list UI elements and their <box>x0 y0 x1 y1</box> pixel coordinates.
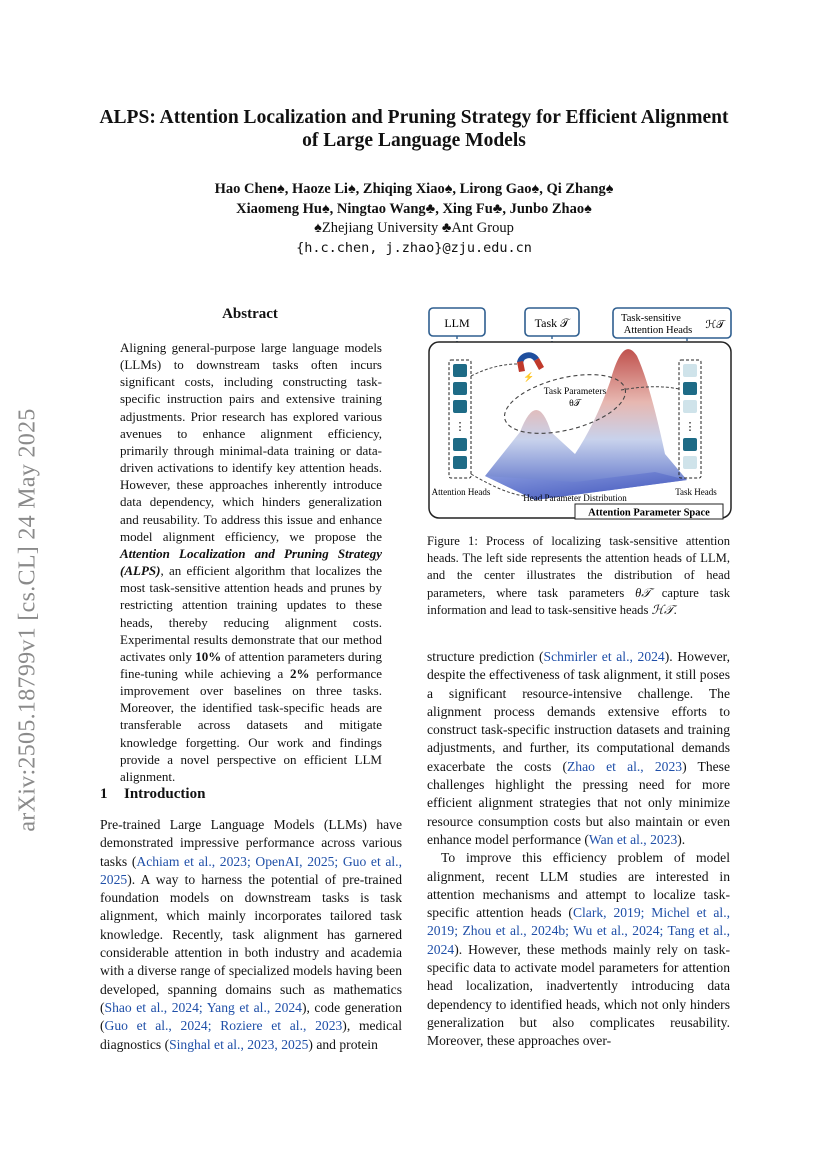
task-sensitive-label-1: Task-sensitive <box>621 313 681 324</box>
author-line-1: Hao Chen♠, Haoze Li♠, Zhiqing Xiao♠, Lirong Gao♠, Qi Zhang♠ <box>214 181 614 197</box>
affiliations: ♠Zhejiang University ♣Ant Group <box>314 220 514 236</box>
head-distribution-label: Head Parameter Distribution <box>523 493 627 503</box>
citation-link[interactable]: Zhao et al., 2023 <box>566 758 683 774</box>
title-line-1: ALPS: Attention Localization and Pruning Strategy for Efficient Alignment <box>99 107 729 128</box>
attention-parameter-space-label: Attention Parameter Space <box>588 507 710 519</box>
section-heading-introduction: 1 Introduction <box>100 786 206 802</box>
paper-title <box>60 106 768 152</box>
task-sensitive-label-2: Attention Heads <box>623 325 693 336</box>
arxiv-sidebar <box>8 360 48 880</box>
figure-1-diagram <box>425 304 735 522</box>
citation-link[interactable]: Singhal et al., 2023, 2025 <box>169 1036 309 1052</box>
arxiv-identifier: arXiv:2505.18799v1 [cs.CL] 24 May 2025 <box>14 408 41 832</box>
abstract-heading: Abstract <box>222 306 278 322</box>
figure-1-caption: Figure 1: Process of localizing task-sensitive attention heads. The left side represents the attention heads of LLM, and the center illustrates the distribution of head parameters, where task parameters θ𝒯 capture task information and lead to task-sensitive heads ℋ𝒯. <box>427 534 731 617</box>
title-line-2: of Large Language Models <box>302 130 526 151</box>
citation-link[interactable]: Schmirler et al., 2024 <box>543 649 665 664</box>
intro-left-column: Pre-trained Large Language Models (LLMs) have demonstrated impressive performance across various tasks (Achiam et al., 2023; OpenAI, 2025; Guo et al., 2025). A way to harness the potential of pre-trained foundation models on downstream tasks is task alignment, which mainly incorporates tailored task knowledge. Recently, task alignment has garnered considerable attention in both industry and academia with a diverse range of specialized models having been developed, spanning domains such as mathematics (Shao et al., 2024; Yang et al., 2024), code generation (Guo et al., 2024; Roziere et al., 2023), medical diagnostics (Singhal et al., 2023, 2025) and protein <box>100 817 402 1052</box>
llm-label: LLM <box>444 316 470 330</box>
heads-symbol: ℋ𝒯 <box>705 319 725 331</box>
citation-link[interactable]: Wan et al., 2023 <box>588 831 678 847</box>
intro-right-column: structure prediction (Schmirler et al., 2024). However, despite the effectiveness of task alignment, it still poses a significant resource-intensive challenge. The alignment process demands extensive efforts to construct task-specific instruction datasets and training adjustments, and further, its computational demands exacerbate the costs (Zhao et al., 2023) These challenges highlight the pressing need for more efficient alignment strategies that not only minimize resource consumption costs but also maintain or even enhance model performance (Wan et al., 2023). To improve this efficiency problem of model alignment, recent LLM studies are interested in attention mechanisms and attempt to localize task-specific attention heads (Clark, 2019; Michel et al., 2019; Zhou et al., 2024b; Wu et al., 2024; Tang et al., 2024). However, these methods mainly rely on task-specific data to activate model parameters for attention head localization, inadvertently introducing data dependency to identified heads, which not only hinders generalization but also complicates reusability. Moreover, these approaches over- <box>427 649 731 1049</box>
citation-link[interactable]: Achiam et al., 2023; OpenAI, 2025; Guo et al., 2025 <box>100 853 402 887</box>
citation-link[interactable]: Clark, 2019; Michel et al., 2019; Zhou et al., 2024b; Wu et al., 2024; Tang et al., 2024 <box>427 905 730 957</box>
author-line-2: Xiaomeng Hu♠, Ningtao Wang♣, Xing Fu♣, Junbo Zhao♠ <box>236 201 592 217</box>
task-heads-label: Task Heads <box>675 487 717 497</box>
attention-heads-label: Attention Heads <box>431 487 491 497</box>
theta-label: θ𝒯 <box>569 399 581 409</box>
citation-link[interactable]: Guo et al., 2024; Roziere et al., 2023 <box>104 1018 343 1034</box>
contact-email[interactable]: {h.c.chen, j.zhao}@zju.edu.cn <box>296 240 532 256</box>
task-label: Task 𝒯 <box>534 316 570 330</box>
citation-link[interactable]: Shao et al., 2024; Yang et al., 2024 <box>104 999 302 1015</box>
method-name: Attention Localization and Pruning Strategy (ALPS) <box>120 545 382 579</box>
svg-text:⋮: ⋮ <box>684 421 696 433</box>
svg-text:⋮: ⋮ <box>454 421 466 433</box>
abstract-body: Aligning general-purpose large language models (LLMs) to downstream tasks often incurs significant costs, including constructing task-specific instruction pairs and extensive training adjustments. Prior research has explored various avenues to enhance alignment efficiency, primarily through minimal-data training or data-driven activations to identify key attention heads. However, these approaches inherently introduce data dependency, which hinders generalization and reusability. To address this issue and enhance model alignment efficiency, we propose the Attention Localization and Pruning Strategy (ALPS), an efficient algorithm that localizes the most task-sensitive attention heads and prunes by restricting attention training updates to these heads, thereby reducing alignment costs. Experimental results demonstrate that our method activates only 10% of attention parameters during fine-tuning while achieving a 2% performance improvement over baselines on three tasks. Moreover, the identified task-specific heads are transferable across datasets and mitigate knowledge forgetting. Our work and findings provide a novel perspective on efficient LLM alignment. <box>120 340 382 784</box>
task-parameters-label: Task Parameters <box>543 387 607 397</box>
svg-text:⚡: ⚡ <box>523 372 535 382</box>
